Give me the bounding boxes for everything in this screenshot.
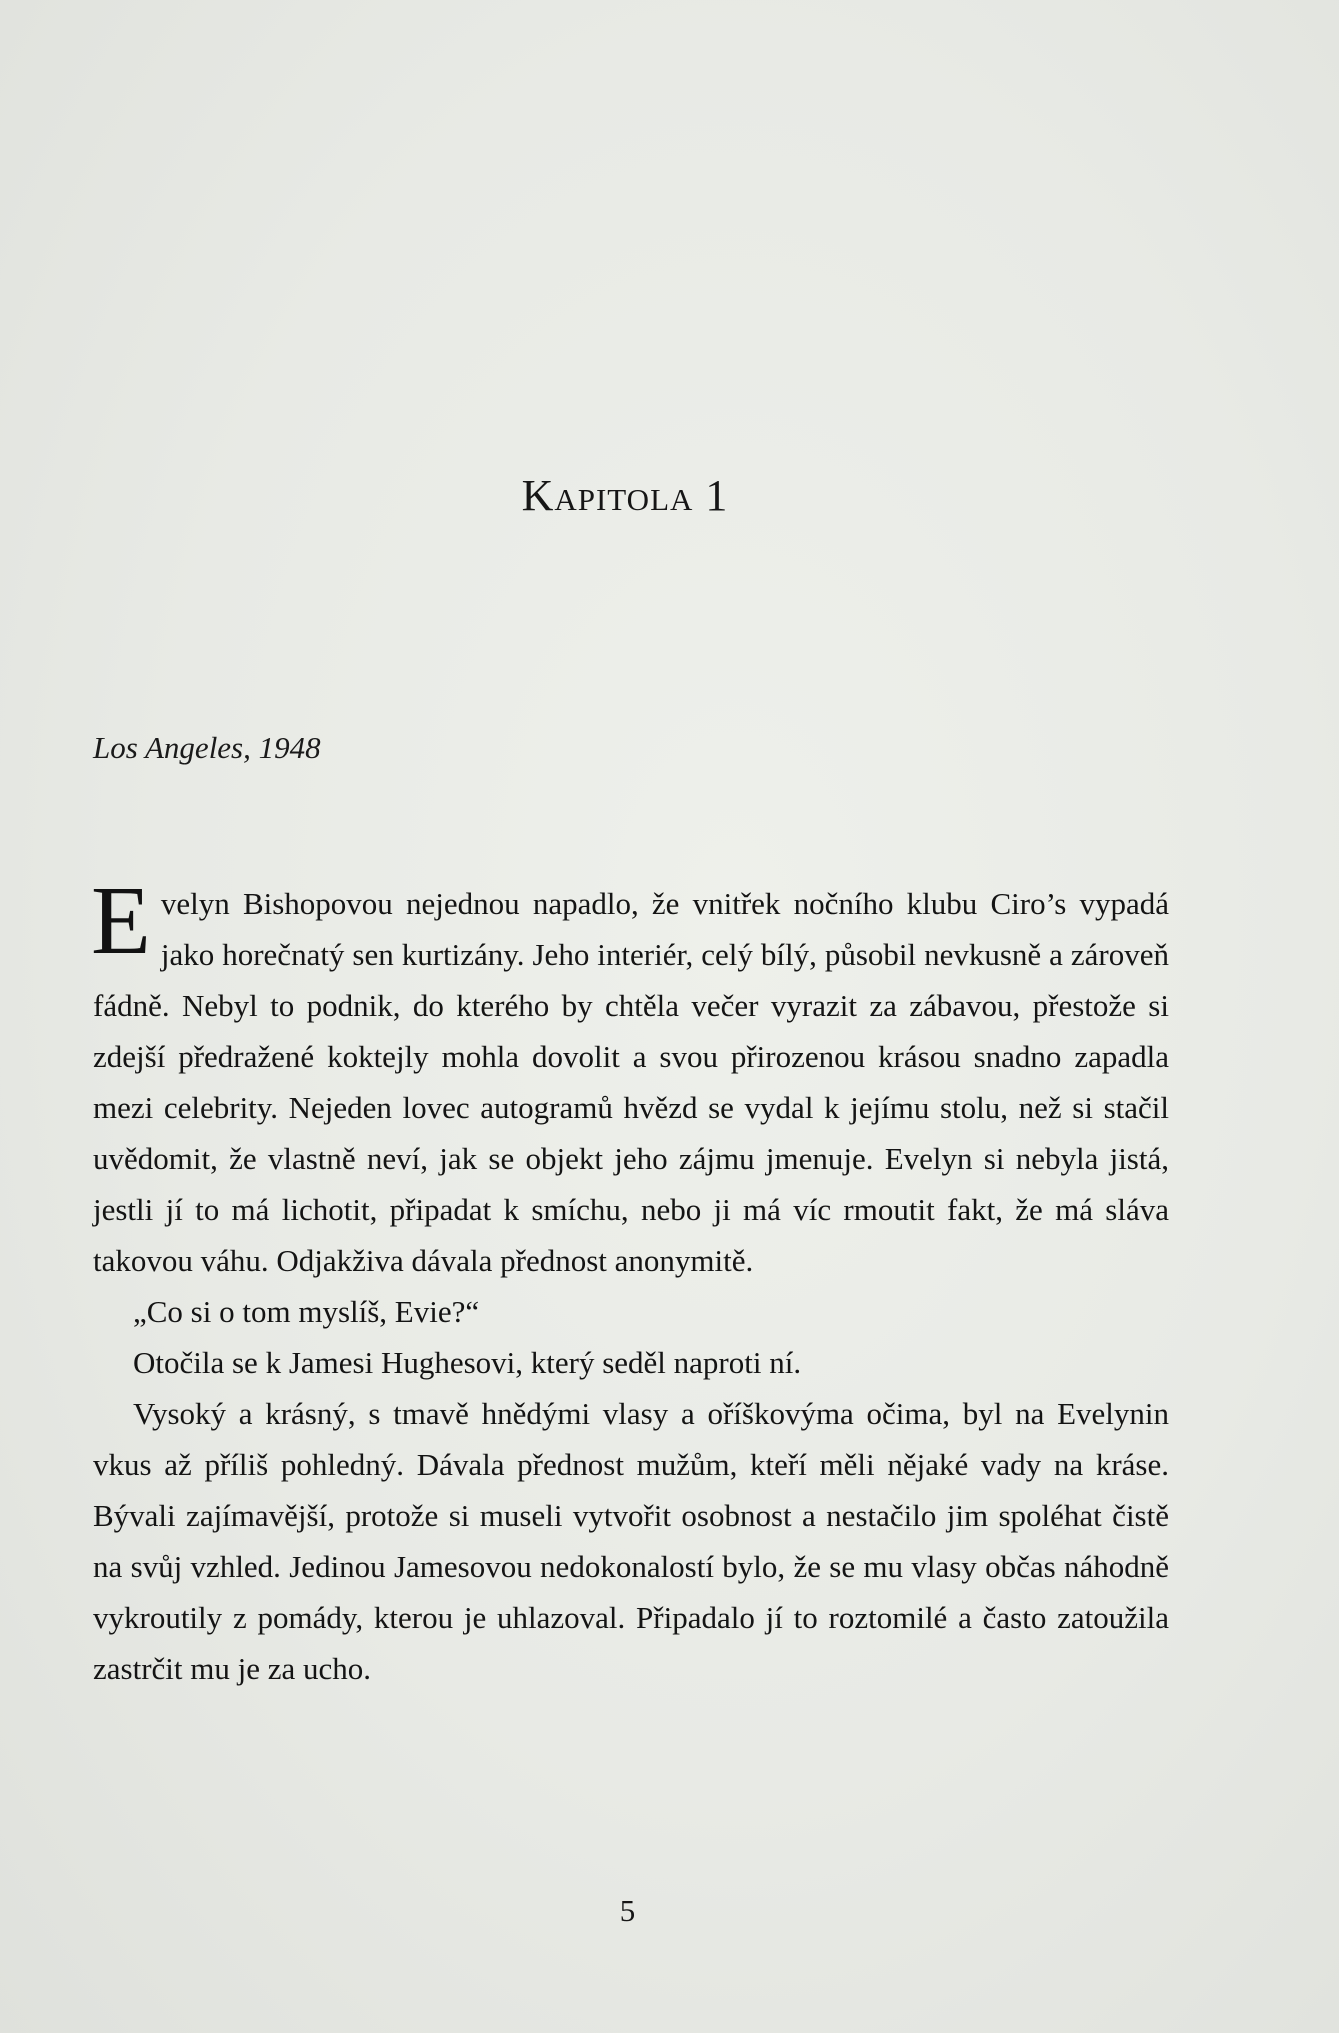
- paragraph-1-text: velyn Bishopovou nejednou napadlo, že vnitřek nočního klubu Ciro’s vypadá jako horečnatý sen kurtizány. Jeho interiér, celý bílý, působil nevkusně a zároveň fádně. Nebyl to podnik, do kterého by chtěla večer vyrazit za zábavou, přestože si zdejší předražené koktejly mohla dovolit a svou přirozenou krásou snadno zapadla mezi celebrity. Nejeden lovec autogramů hvězd se vydal k jejímu stolu, než si stačil uvědomit, že vlastně neví, jak se objekt jeho zájmu jmenuje. Evelyn si nebyla jistá, jestli jí to má lichotit, připadat k smíchu, nebo ji má víc rmoutit fakt, že má sláva takovou váhu. Odjakživa dávala přednost anonymitě.: [93, 886, 1169, 1278]
- chapter-body: [91, 867, 1169, 1694]
- page-number: 5: [619, 1893, 636, 1928]
- chapter-title: Kapitola 1: [521, 471, 729, 520]
- paragraph-4: Vysoký a krásný, s tmavě hnědými vlasy a oříškovýma očima, byl na Evelynin vkus až příliš pohledný. Dávala přednost mužům, kteří měli nějaké vady na kráse. Bývali zajímavější, protože si museli vytvořit osobnost a nestačilo jim spoléhat čistě na svůj vzhled. Jedinou Jamesovou nedokonalostí bylo, že se mu vlasy občas náhodně vykroutily z pomády, kterou je uhlazoval. Připadalo jí to roztomilé a často zatoužila zastrčit mu je za ucho.: [93, 1396, 1169, 1686]
- dateline: Los Angeles, 1948: [93, 730, 321, 765]
- paragraph-2: „Co si o tom myslíš, Evie?“: [133, 1294, 480, 1329]
- drop-cap: E: [91, 867, 151, 975]
- paragraph-1: [91, 867, 1169, 1286]
- paragraph-3: Otočila se k Jamesi Hughesovi, který seděl naproti ní.: [133, 1345, 802, 1380]
